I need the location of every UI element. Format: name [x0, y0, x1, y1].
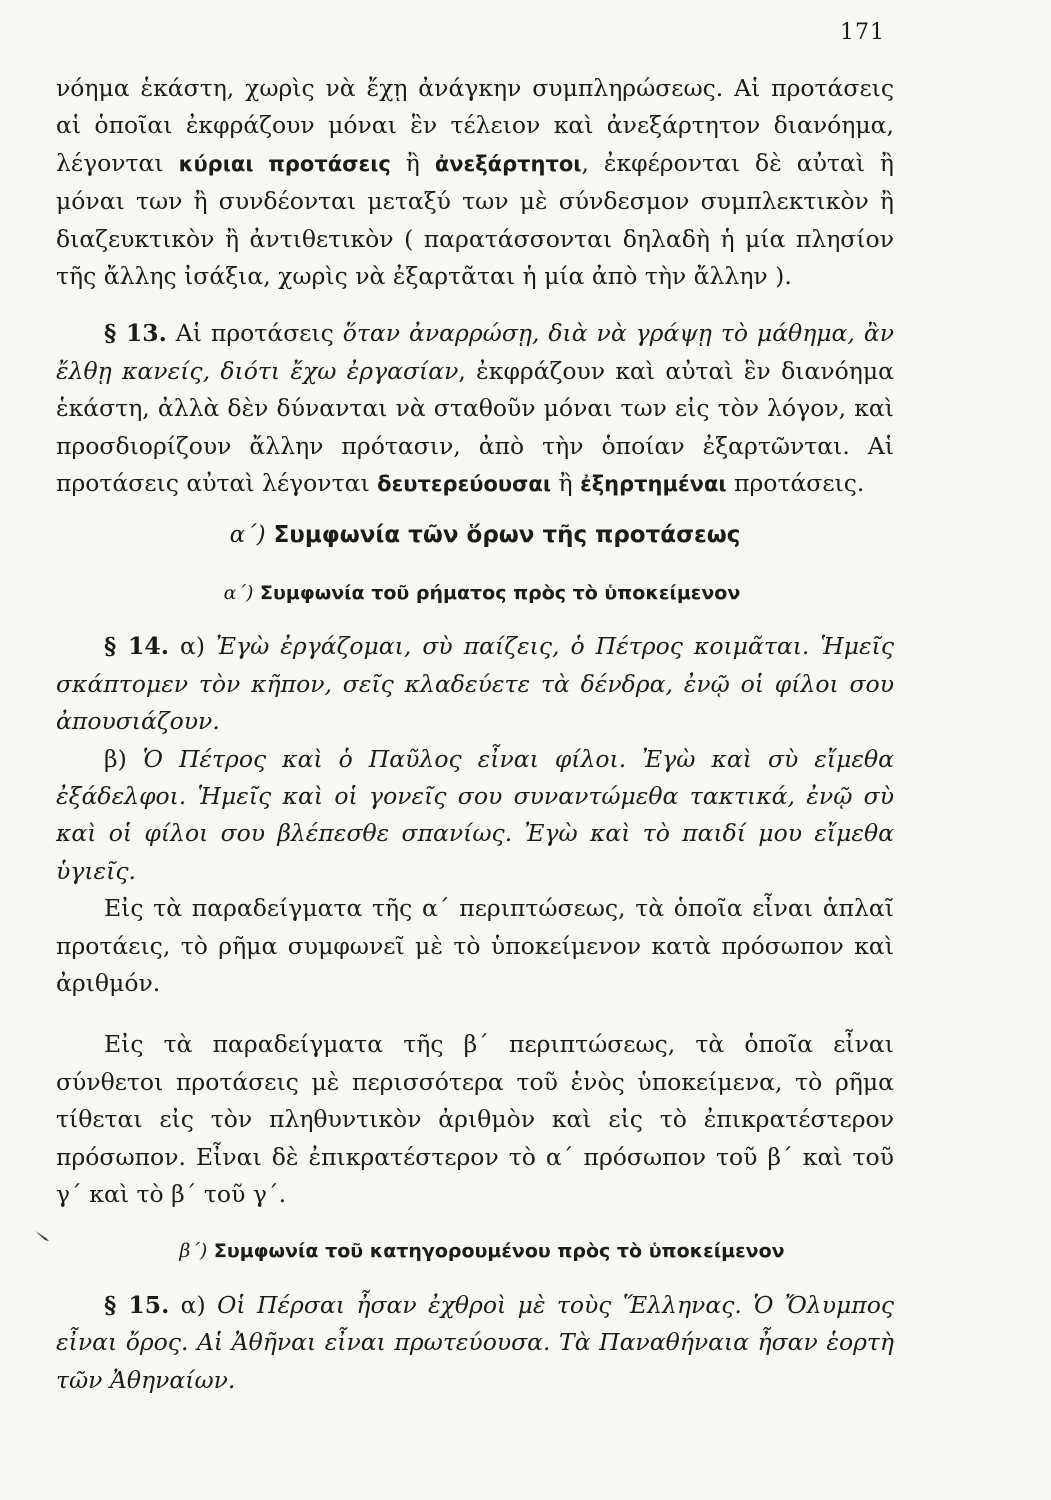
subheading-predicate-agreement — [56, 1233, 894, 1270]
paragraph-section-15a — [56, 1287, 894, 1399]
example-italic: ὅταν ἀναρρώσῃ, διὰ νὰ γράψῃ τὸ μάθημα, ἂν ἔλθῃ κανείς, διότι ἔχω ἐργασίαν — [56, 319, 895, 385]
text-run: ἢ — [390, 148, 435, 177]
term-subordinate: δευτερεύουσαι — [377, 472, 552, 497]
text-run: , ἐκφράζουν καὶ αὐταὶ ἓν διανόημα ἑκάστη, ἀλλὰ δὲν δύνανται νὰ σταθοῦν μόναι των εἰς τὸν λόγον, καὶ προσδιορίζουν ἄλλην πρότασιν, ἀπὸ τὴν ὁποίαν ἐξαρτῶνται. Αἱ προτάσεις αὐταὶ λέγονται — [56, 356, 895, 498]
term-dependent: ἐξηρτημέναι — [580, 472, 727, 497]
section-number: § 15. — [104, 1290, 170, 1319]
paragraph-explanation-a: Εἰς τὰ παραδείγματα τῆς α΄ περιπτώσεως, τὰ ὁποῖα εἶναι ἁπλαῖ προτάεις, τὸ ρῆμα συμφωνεῖ μὲ τὸ ὑποκείμενον κατὰ πρόσωπον καὶ ἀριθμόν. — [56, 894, 894, 997]
paragraph-main-clauses — [56, 70, 894, 295]
paragraph-explanation-b: Εἰς τὰ παραδείγματα τῆς β΄ περιπτώσεως, τὰ ὁποῖα εἶναι σύνθετοι προτάσεις μὲ περισσότερα τοῦ ἑνὸς ὑποκείμενα, τὸ ρῆμα τίθεται εἰς τὸν πληθυντικὸν ἀριθμὸν καὶ εἰς τὸ ἐπικρατέστερον πρόσωπον. Εἶναι δὲ ἐπικρατέστερον τὸ α΄ πρόσωπον τοῦ β΄ καὶ τοῦ γ΄ καὶ τὸ β΄ τοῦ γ΄. — [56, 1030, 894, 1208]
example-italic: Ἐγὼ ἐργάζομαι, σὺ παίζεις, ὁ Πέτρος κοιμᾶται. Ἡμεῖς σκάπτομεν τὸν κῆπον, σεῖς κλαδεύετε τὰ δένδρα, ἐνῷ οἱ φίλοι σου ἀπουσιάζουν. — [56, 632, 894, 736]
text-run: προτάσεις. — [726, 469, 865, 498]
section-number: § 13. — [104, 319, 167, 348]
heading-prefix: α΄) — [223, 581, 254, 604]
paragraph-section-14a — [56, 628, 894, 740]
example-label: α) — [169, 1290, 218, 1319]
text-run: Αἱ προτάσεις — [166, 319, 343, 348]
heading-text: Συμφωνία τοῦ κατηγορουμένου πρὸς τὸ ὑποκείμενον — [213, 1240, 785, 1263]
example-italic: Οἱ Πέρσαι ἦσαν ἐχθροὶ μὲ τοὺς Ἕλληνας. Ὁ Ὄλυμπος εἶναι ὄρος. Αἱ Ἀθῆναι εἶναι πρωτεύουσα. Τὰ Παναθήναια ἦσαν ἑορτὴ τῶν Ἀθηναίων. — [56, 1290, 895, 1394]
example-label: β) — [104, 744, 143, 773]
example-italic: Ὁ Πέτρος καὶ ὁ Παῦλος εἶναι φίλοι. Ἐγὼ καὶ σὺ εἴμεθα ἐξάδελφοι. Ἡμεῖς καὶ οἱ γονεῖς σου συναντώμεθα τακτικά, ἐνῷ σὺ καὶ οἱ φίλοι σου βλέπεσθε σπανίως. Ἐγὼ καὶ τὸ παιδί μου εἴμεθα ὑγιεῖς. — [56, 744, 894, 885]
page-body — [56, 70, 894, 1399]
section-number: § 14. — [104, 632, 169, 661]
heading-prefix: α΄) — [229, 522, 266, 549]
heading-agreement-of-terms — [56, 517, 894, 554]
text-run: ἢ — [551, 469, 581, 498]
heading-text: Συμφωνία τῶν ὅρων τῆς προτάσεως — [273, 522, 741, 549]
text-run: , ἐκφέρονται δὲ αὐταὶ ἢ μόναι των ἢ συνδέονται μεταξύ των μὲ σύνδεσμον συμπλεκτικὸν ἢ διαζευκτικὸν ἢ ἀντιθετικὸν ( παρατάσσονται δηλαδὴ ἡ μία πλησίον τῆς ἄλλης ἰσάξια, χωρὶς νὰ ἐξαρτᾶται ἡ μία ἀπὸ τὴν ἄλλην ). — [56, 148, 895, 291]
heading-prefix: β΄) — [179, 1240, 208, 1263]
heading-text: Συμφωνία τοῦ ρήματος πρὸς τὸ ὑποκείμενον — [260, 581, 741, 604]
text-run: νόημα ἑκάστη, χωρὶς νὰ ἔχῃ ἀνάγκην συμπληρώσεως. Αἱ προτάσεις αἱ ὁποῖαι ἐκφράζουν μόναι ἓν τέλειον καὶ ἀνεξάρτητον διανόημα, λέγονται — [56, 74, 894, 177]
page-number: 171 — [840, 20, 885, 45]
example-label: α) — [168, 632, 217, 661]
subheading-verb-agreement — [56, 575, 894, 612]
paragraph-section-14b — [56, 741, 894, 891]
ink-mark-icon — [34, 1230, 50, 1242]
paragraph-section-13 — [56, 315, 894, 503]
term-main-clauses: κύριαι προτάσεις — [178, 151, 391, 176]
term-independent: ἀνεξάρτητοι — [434, 151, 582, 176]
